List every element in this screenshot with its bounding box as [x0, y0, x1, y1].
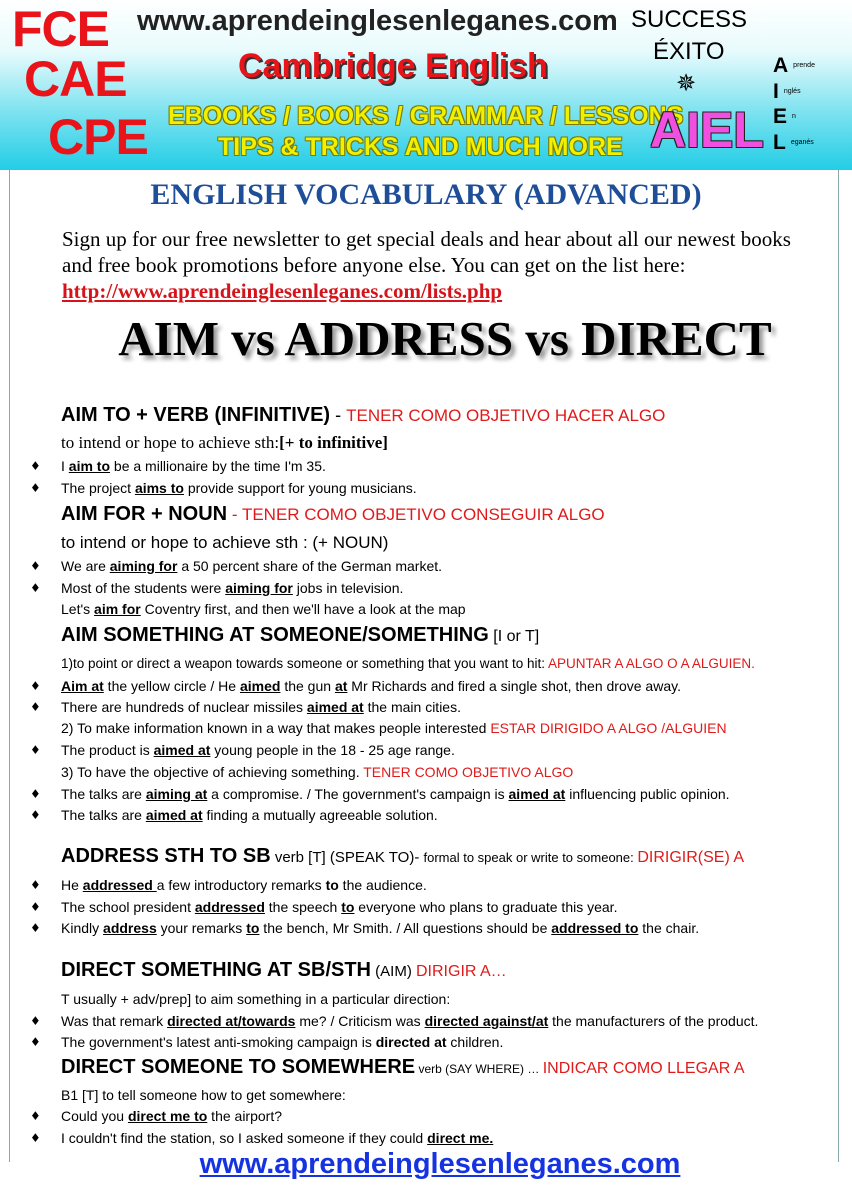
sentence-fragment: I couldn't find the station, so I asked someone if they could	[61, 1130, 428, 1146]
section-address-heading	[61, 846, 744, 868]
document-heading: ENGLISH VOCABULARY (ADVANCED)	[150, 178, 702, 211]
sentence-fragment: APUNTAR A ALGO O A ALGUIEN.	[548, 656, 755, 671]
banner-ebooks-line: EBOOKS / BOOKS / GRAMMAR / LESSONS	[168, 102, 684, 130]
heading-dash: -	[227, 505, 242, 524]
spanish-translation: DIRIGIR A…	[416, 963, 507, 980]
newsletter-intro	[62, 226, 822, 304]
spanish-translation: DIRIGIR(SE) A	[637, 849, 745, 866]
sentence-fragment: young people in the 18 - 25 age range.	[210, 742, 455, 758]
aiel-logo: AIEL	[650, 102, 764, 158]
banner-success: SUCCESS	[631, 6, 748, 33]
sentence-fragment: the audience.	[338, 877, 427, 893]
grammar-note: (AIM)	[371, 963, 416, 980]
section-aim-to-heading	[61, 405, 665, 426]
definition-text: to intend or hope to achieve sth:	[61, 433, 280, 452]
snowflake-icon: ✵	[676, 69, 697, 97]
sentence-fragment: Most of the students were	[61, 580, 226, 596]
sentence-fragment: to	[341, 899, 355, 915]
grammar-note: [I or T]	[488, 628, 540, 645]
bullet-icon: ♦	[30, 1131, 41, 1145]
sense-1-definition	[61, 654, 755, 674]
sentence-fragment: children.	[446, 1034, 504, 1050]
sentence-fragment: to	[246, 920, 260, 936]
acronym-line-a: Aprende	[773, 54, 815, 77]
banner-site-url: www.aprendeinglesenleganes.com	[137, 5, 618, 37]
bullet-icon: ♦	[30, 808, 41, 822]
section-direct-to-heading	[61, 1057, 745, 1079]
example-sentence	[61, 740, 455, 760]
exam-cae-label: CAE	[24, 51, 127, 107]
sentence-fragment: 2) To make information known in a way that makes people interested	[61, 720, 491, 736]
example-sentence	[61, 556, 442, 576]
grammar-note: verb (SAY WHERE) …	[415, 1062, 543, 1076]
sense-3-definition	[61, 762, 573, 782]
sentence-fragment: a 50 percent share of the German market.	[177, 558, 443, 574]
sentence-fragment: Was that remark	[61, 1013, 168, 1029]
definition-text: formal to speak or write to someone:	[423, 850, 638, 865]
section-heading-text: AIM TO + VERB (INFINITIVE)	[61, 404, 331, 426]
sentence-fragment: There are hundreds of nuclear missiles	[61, 699, 307, 715]
section-heading-text: ADDRESS STH TO SB	[61, 845, 271, 867]
header-banner	[0, 0, 852, 170]
sentence-fragment: Let's	[61, 601, 95, 617]
sentence-fragment: the manufacturers of the product.	[548, 1013, 759, 1029]
sentence-fragment: the chair.	[638, 920, 700, 936]
banner-cambridge-english: Cambridge English	[238, 47, 548, 85]
sentence-fragment: at	[334, 678, 348, 694]
bullet-icon: ♦	[30, 481, 41, 495]
sentence-fragment: aimed	[239, 678, 281, 694]
definition-grammar: [+ to infinitive]	[279, 433, 388, 452]
sentence-fragment: Coventry first, and then we'll have a look at the map	[140, 601, 466, 617]
bullet-icon: ♦	[30, 1035, 41, 1049]
spanish-translation: INDICAR COMO LLEGAR A	[542, 1060, 745, 1077]
bullet-icon: ♦	[30, 581, 41, 595]
acronym-line-l: Leganés	[773, 131, 814, 154]
newsletter-link[interactable]: http://www.aprendeinglesenleganes.com/lists.php	[62, 279, 503, 303]
example-sentence	[61, 875, 427, 895]
example-sentence	[61, 805, 438, 825]
sentence-fragment: The government's latest anti-smoking campaign is	[61, 1034, 376, 1050]
example-sentence	[61, 578, 403, 598]
sentence-fragment: aiming for	[109, 558, 178, 574]
example-sentence	[61, 676, 681, 696]
sentence-fragment: the speech	[264, 899, 342, 915]
definition: B1 [T] to tell someone how to get somewhere:	[61, 1087, 346, 1103]
sentence-fragment: Could you	[61, 1108, 128, 1124]
sentence-fragment: everyone who plans to graduate this year.	[354, 899, 618, 915]
sentence-fragment: directed at	[375, 1034, 447, 1050]
grammar-note: verb [T] (SPEAK TO)-	[270, 849, 424, 866]
spanish-translation: TENER COMO OBJETIVO CONSEGUIR ALGO	[241, 505, 605, 524]
bullet-icon: ♦	[30, 921, 41, 935]
sentence-fragment: direct me to	[127, 1108, 208, 1124]
example-sentence	[61, 599, 466, 619]
bullet-icon: ♦	[30, 559, 41, 573]
section-aim-for-heading	[61, 504, 605, 525]
sentence-fragment: aimed at	[306, 699, 364, 715]
sentence-fragment: Mr Richards and fired a single shot, then drove away.	[347, 678, 681, 694]
definition: to intend or hope to achieve sth : (+ NOUN)	[61, 533, 389, 552]
sentence-fragment: addressed	[194, 899, 265, 915]
sentence-fragment: We are	[61, 558, 110, 574]
section-direct-at-heading	[61, 960, 507, 982]
sentence-fragment: the yellow circle / He	[103, 678, 240, 694]
section-heading-text: AIM FOR + NOUN	[61, 503, 228, 525]
example-sentence	[61, 1106, 282, 1126]
sentence-fragment: addressed to	[551, 920, 639, 936]
footer-site-link[interactable]: www.aprendeinglesenleganes.com	[199, 1148, 681, 1180]
sentence-fragment: Aim at	[61, 678, 104, 694]
sentence-fragment: The project	[61, 480, 135, 496]
sentence-fragment: a compromise. / The government's campaign is	[207, 786, 509, 802]
sentence-fragment: The talks are	[61, 807, 146, 823]
spanish-translation: TENER COMO OBJETIVO HACER ALGO	[346, 406, 666, 425]
bullet-icon: ♦	[30, 1109, 41, 1123]
sentence-fragment: direct me.	[427, 1130, 494, 1146]
sentence-fragment: the airport?	[207, 1108, 283, 1124]
sentence-fragment: finding a mutually agreeable solution.	[202, 807, 438, 823]
section-aim-at-heading	[61, 625, 539, 647]
example-sentence	[61, 918, 699, 938]
sentence-fragment: to	[325, 877, 339, 893]
sentence-fragment: directed at/towards	[167, 1013, 296, 1029]
exam-fce-label: FCE	[12, 1, 109, 57]
sentence-fragment: your remarks	[156, 920, 247, 936]
sentence-fragment: The talks are	[61, 786, 146, 802]
definition	[61, 433, 388, 453]
sentence-fragment: aim to	[68, 458, 111, 474]
sentence-fragment: directed against/at	[424, 1013, 549, 1029]
sentence-fragment: aimed at	[508, 786, 566, 802]
example-sentence	[61, 456, 326, 476]
banner-exito: ÉXITO	[653, 38, 725, 65]
sentence-fragment: influencing public opinion.	[565, 786, 730, 802]
exam-cpe-label: CPE	[48, 109, 148, 165]
sentence-fragment: aiming at	[145, 786, 208, 802]
sentence-fragment: The product is	[61, 742, 154, 758]
sentence-fragment: Kindly	[61, 920, 104, 936]
sentence-fragment: TENER COMO OBJETIVO ALGO	[363, 764, 574, 780]
sentence-fragment: address	[103, 920, 157, 936]
definition: T usually + adv/prep] to aim something in a particular direction:	[61, 991, 451, 1007]
bullet-icon: ♦	[30, 1014, 41, 1028]
section-heading-text: AIM SOMETHING AT SOMEONE/SOMETHING	[61, 624, 489, 646]
bullet-icon: ♦	[30, 459, 41, 473]
example-sentence	[61, 1011, 758, 1031]
sentence-fragment: addressed	[82, 877, 157, 893]
example-sentence	[61, 897, 617, 917]
sentence-fragment: the main cities.	[363, 699, 461, 715]
acronym-line-e: En	[773, 105, 796, 128]
section-heading-text: DIRECT SOMEONE TO SOMEWHERE	[61, 1056, 416, 1078]
sentence-fragment: I	[61, 458, 69, 474]
sentence-fragment: be a millionaire by the time I'm 35.	[110, 458, 326, 474]
sentence-fragment: the gun	[280, 678, 335, 694]
section-heading-text: DIRECT SOMETHING AT SB/STH	[61, 959, 371, 981]
sentence-fragment: 1)to point or direct a weapon towards someone or something that you want to hit:	[61, 656, 549, 671]
bullet-icon: ♦	[30, 878, 41, 892]
bullet-icon: ♦	[30, 679, 41, 693]
heading-dash: -	[330, 405, 347, 425]
sentence-fragment: provide support for young musicians.	[183, 480, 417, 496]
sentence-fragment: aims to	[134, 480, 184, 496]
sentence-fragment: the bench, Mr Smith. / All questions should be	[259, 920, 552, 936]
bullet-icon: ♦	[30, 787, 41, 801]
sentence-fragment: a few introductory remarks	[156, 877, 326, 893]
example-sentence	[61, 478, 417, 498]
example-sentence	[61, 784, 730, 804]
sentence-fragment: The school president	[61, 899, 195, 915]
acronym-line-i: Inglés	[773, 80, 801, 103]
sense-2-definition	[61, 718, 727, 738]
sentence-fragment: aim for	[94, 601, 141, 617]
sentence-fragment: He	[61, 877, 83, 893]
sentence-fragment: aimed at	[153, 742, 211, 758]
sentence-fragment: jobs in television.	[292, 580, 404, 596]
sentence-fragment: 3) To have the objective of achieving something.	[61, 764, 364, 780]
example-sentence	[61, 1128, 493, 1148]
example-sentence	[61, 697, 461, 717]
sentence-fragment: aimed at	[145, 807, 203, 823]
page-title: AIM vs ADDRESS vs DIRECT	[118, 311, 772, 366]
sentence-fragment: ESTAR DIRIGIDO A ALGO /ALGUIEN	[490, 720, 727, 736]
sentence-fragment: aiming for	[225, 580, 293, 596]
bullet-icon: ♦	[30, 700, 41, 714]
intro-text: Sign up for our free newsletter to get special deals and hear about all our newest books and free book promotions before anyone else. You can get on the list here:	[62, 227, 791, 277]
bullet-icon: ♦	[30, 900, 41, 914]
bullet-icon: ♦	[30, 743, 41, 757]
banner-tips-line: TIPS & TRICKS AND MUCH MORE	[218, 133, 623, 161]
sentence-fragment: me? / Criticism was	[295, 1013, 425, 1029]
example-sentence	[61, 1032, 503, 1052]
